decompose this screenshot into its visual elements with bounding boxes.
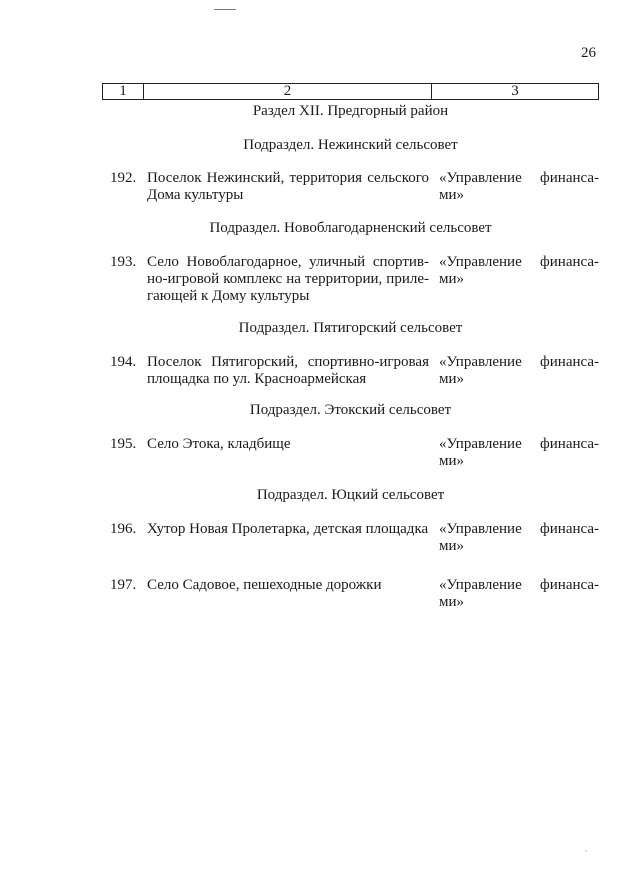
item-description xyxy=(147,436,429,453)
description-line: Село Новоблагодарное, уличный спортив- xyxy=(147,254,429,270)
column-header-3: 3 xyxy=(511,83,519,99)
subsection-title: Подраздел. Этокский сельсовет xyxy=(249,402,452,418)
section-title: Раздел XII. Предгорный район xyxy=(252,103,449,119)
org-word: финанса- xyxy=(540,436,599,452)
org-word: «Управление xyxy=(439,170,522,186)
column-header-2: 2 xyxy=(144,84,432,99)
item-description xyxy=(147,577,429,594)
org-word: «Управление xyxy=(439,577,522,593)
item-number: 195. xyxy=(110,436,137,452)
item-description xyxy=(147,521,429,538)
subsection-title: Подраздел. Юцкий сельсовет xyxy=(256,487,445,503)
description-line: Село Этока, кладбище xyxy=(147,436,291,452)
org-line: ми» xyxy=(439,271,465,287)
item-description xyxy=(147,254,429,305)
description-line: Поселок Нежинский, территория сельского xyxy=(147,170,429,186)
item-organization xyxy=(439,170,599,204)
org-word: «Управление xyxy=(439,436,522,452)
org-word: «Управление xyxy=(439,254,522,270)
description-line: гающей к Дому культуры xyxy=(147,288,310,304)
org-word: «Управление xyxy=(439,354,522,370)
subsection-title: Подраздел. Новоблагодарненский сельсовет xyxy=(209,220,492,236)
column-header-row xyxy=(102,83,599,100)
item-number: 194. xyxy=(110,354,137,370)
org-word: финанса- xyxy=(540,254,599,270)
scan-artifact-line xyxy=(214,9,236,10)
item-description xyxy=(147,354,429,388)
org-word: финанса- xyxy=(540,170,599,186)
org-line: ми» xyxy=(439,453,465,469)
item-number: 196. xyxy=(110,521,137,537)
page-number: 26 xyxy=(581,45,596,61)
item-organization xyxy=(439,354,599,388)
item-description xyxy=(147,170,429,204)
description-line: Село Садовое, пешеходные дорожки xyxy=(147,577,382,593)
description-line: Дома культуры xyxy=(147,187,244,203)
item-number: 192. xyxy=(110,170,137,186)
item-organization xyxy=(439,436,599,470)
description-line: Поселок Пятигорский, спортивно-игровая xyxy=(147,354,429,370)
org-word: финанса- xyxy=(540,354,599,370)
org-word: «Управление xyxy=(439,521,522,537)
description-line: но-игровой комплекс на территории, приле- xyxy=(147,271,429,287)
column-header-1: 1 xyxy=(103,84,144,99)
org-line: ми» xyxy=(439,187,465,203)
item-organization xyxy=(439,521,599,555)
item-organization xyxy=(439,254,599,288)
item-organization xyxy=(439,577,599,611)
org-line: ми» xyxy=(439,538,465,554)
subsection-title: Подраздел. Нежинский сельсовет xyxy=(243,137,458,153)
item-number: 193. xyxy=(110,254,137,270)
description-line: Хутор Новая Пролетарка, детская площадка xyxy=(147,521,429,537)
org-word: финанса- xyxy=(540,577,599,593)
scan-speck xyxy=(585,850,587,852)
item-number: 197. xyxy=(110,577,137,593)
org-line: ми» xyxy=(439,371,465,387)
description-line: площадка по ул. Красноармейская xyxy=(147,371,367,387)
subsection-title: Подраздел. Пятигорский сельсовет xyxy=(238,320,463,336)
org-word: финанса- xyxy=(540,521,599,537)
org-line: ми» xyxy=(439,594,465,610)
